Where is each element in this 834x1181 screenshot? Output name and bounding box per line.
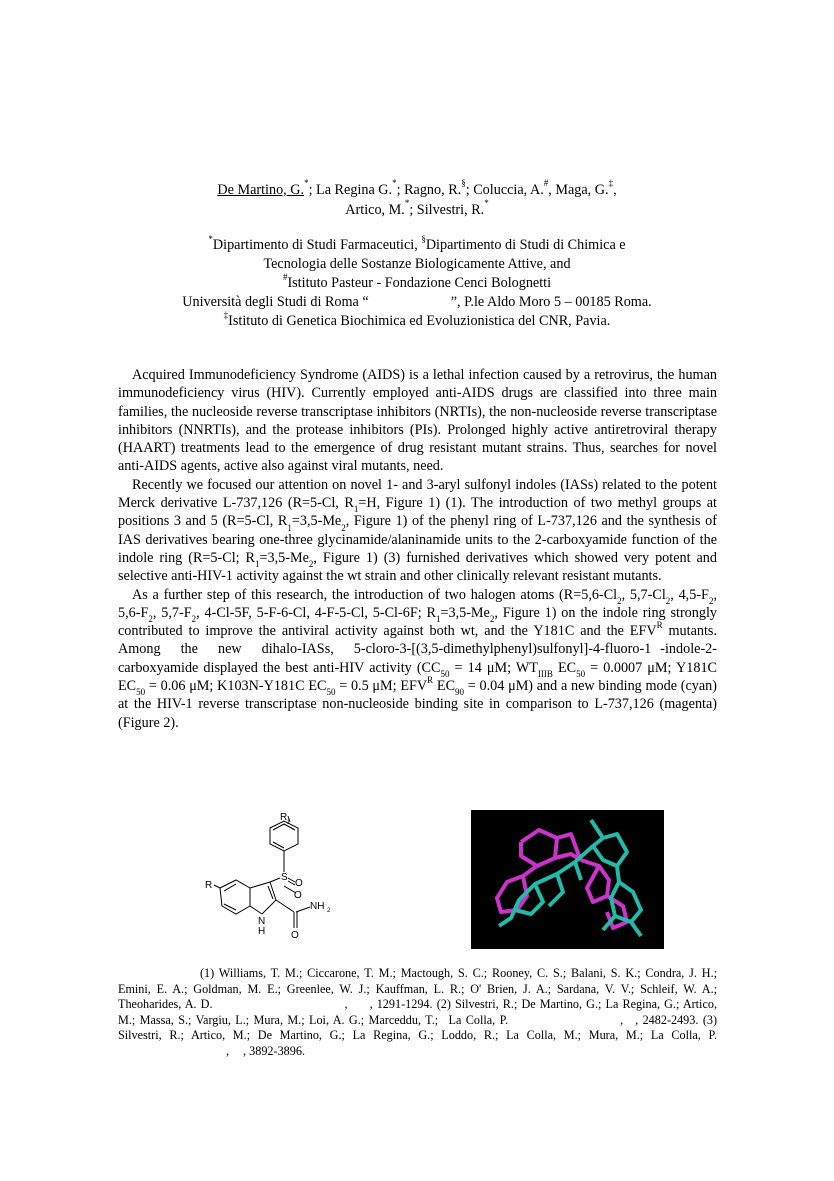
subscript: 1: [255, 559, 260, 570]
text-run: mutants. Among the new dihalo-IASs, 5-cloro-3-[(3,5-dimethylphenyl)sulfonyl]-4-fluoro-1: [118, 623, 717, 658]
affil-text: Istituto di Genetica Biochimica ed Evoluzionistica del CNR, Pavia.: [228, 313, 611, 329]
subscript: 2: [665, 595, 671, 606]
affil-mark: §: [421, 234, 426, 244]
affil-mark: *: [208, 234, 213, 244]
text-run: , 4-Cl-5F, 5-F-6-Cl, 4-F-5-Cl, 5-Cl-6F; R: [196, 604, 436, 621]
references: [118, 966, 717, 1060]
author-mark: *: [404, 198, 410, 208]
affil-text: Dipartimento di Studi Farmaceutici,: [212, 237, 422, 253]
author-mark: ‡: [608, 178, 614, 188]
reference-2-sep: ,: [620, 1012, 624, 1027]
reference-2: (2) Silvestri, R.; De Martino, G.; La Regina, G.; Artico, M.; Massa, S.; Vargiu, L.; Mura, M.; Loi, A. G.; Marceddu, T.;: [118, 997, 717, 1027]
author: ; Silvestri, R.: [409, 202, 485, 218]
paragraph-3: [118, 586, 717, 732]
text-run: , 5,6-F: [118, 586, 717, 621]
reference-1: (1) Williams, T. M.; Ciccarone, T. M.; Mactough, S. C.; Rooney, C. S.; Balani, S. K.; Condra, J. H.; Emini, E. A.; Goldman, M. E.; Greenlee, W. J.; Kauffman, L. R.; O' Brien, J. A.; Sardana, V. V.; Schleif, W. A.; Theoharides, A. D.: [118, 966, 717, 1012]
affil-text: ”, P.le Aldo Moro 5 – 00185 Roma.: [450, 294, 652, 310]
author-line-2: [0, 200, 834, 220]
text-run: , 4,5-F: [670, 586, 709, 603]
subscript: 2: [489, 614, 495, 625]
reference-1-pages: , 1291-1294.: [369, 997, 433, 1012]
reference-3-sep: ,: [226, 1043, 230, 1058]
affiliations: [0, 236, 834, 331]
affiliation-line-2: Tecnologia delle Sostanze Biologicamente Attive, and: [263, 256, 571, 272]
text-run: -indole-2-carboxyamide displayed the best anti-HIV activity (CC: [118, 641, 717, 676]
author-mark: §: [461, 178, 466, 188]
superscript: R: [427, 675, 434, 686]
r1-subscript: 1: [287, 820, 291, 826]
molecular-overlay-figure: [471, 810, 664, 949]
affiliation-line-4: [0, 293, 834, 312]
reference-1-sep: ,: [344, 997, 348, 1012]
text-run: EC: [552, 659, 577, 676]
text-run: EC: [433, 678, 456, 695]
text-run: , 5,7-Cl: [621, 586, 666, 603]
subscript: 50: [440, 669, 450, 680]
paragraph-1: Acquired Immunodeficiency Syndrome (AIDS) is a lethal infection caused by a retrovirus, the human immunodeficiency virus (HIV). Currently employed anti-AIDS drugs are classified into three main families, the nucleoside reverse transcriptase inhibitors (NRTIs), the non-nucleoside reverse transcriptase inhibitors (NNRTIs), and the protease inhibitors (PIs). Prolonged highly active antiretroviral therapy (HAART) treatments lead to the emergence of drug resistant mutant strains. Thus, searches for novel anti-AIDS agents, active also against viral mutants, need.: [118, 367, 717, 475]
author-mark: *: [484, 198, 489, 208]
text-run: , 5,7-F: [152, 604, 192, 621]
text-run: As a further step of this research, the introduction of two halogen atoms (R=5,6-Cl: [132, 586, 618, 603]
lead-author: De Martino, G.: [217, 182, 305, 198]
oxygen-label: O: [295, 878, 303, 889]
affiliation-line-5: [0, 312, 834, 331]
subscript: 50: [576, 669, 586, 680]
hydrogen-label: H: [258, 926, 266, 937]
reference-3: (3) Silvestri, R.; Artico, M.; De Martino, G.; La Regina, G.; Loddo, R.; La Colla, M.; Mura, M.; La Colla, P.: [118, 1012, 718, 1043]
abstract-body: [118, 366, 717, 732]
amine-subscript: 2: [327, 908, 331, 914]
text-run: = 0.0007 μM; Y181C EC: [118, 659, 717, 695]
text-run: =3,5-Me: [259, 549, 309, 566]
author: ; La Regina G.: [308, 182, 393, 198]
subscript: 1: [435, 614, 441, 625]
text-run: , Figure 1) (3) furnished derivatives which showed very potent and selective anti-HIV-1 activity against the wt strain and other clinically relevant resistant mutants.: [118, 549, 717, 585]
affil-mark: ‡: [223, 310, 229, 320]
subscript: 2: [708, 595, 714, 606]
subscript: 2: [191, 614, 197, 625]
subscript: 2: [148, 614, 153, 625]
text-run: , Figure 1) on the indole ring strongly contributed to improve the antiviral activity against both wt, and the Y181C and the EFV: [118, 604, 717, 640]
author-list: [0, 180, 834, 220]
reference-2-author: La Colla, P.: [448, 1012, 509, 1027]
subscript: 1: [353, 504, 359, 515]
affiliation-line-3: [0, 274, 834, 293]
reference-2-pages: 2482-2493.: [642, 1012, 699, 1027]
affil-text: Università degli Studi di Roma “: [182, 294, 369, 310]
author: Artico, M.: [345, 202, 405, 218]
subscript: 1: [287, 522, 292, 533]
superscript: R: [656, 620, 663, 631]
carbonyl-oxygen-label: O: [291, 930, 299, 941]
separator: ,: [613, 182, 617, 198]
subscript: IIIB: [537, 669, 553, 680]
text-run: = 0.5 μM; EFV: [335, 678, 428, 695]
subscript: 2: [617, 595, 622, 606]
subscript: 90: [455, 687, 465, 698]
affil-text: Istituto Pasteur - Fondazione Cenci Bolognetti: [287, 275, 552, 291]
subscript: 50: [326, 687, 336, 698]
subscript: 2: [341, 522, 346, 533]
oxygen-label: O: [294, 890, 302, 901]
author: ; Ragno, R.: [396, 182, 462, 198]
nitrogen-label: N: [258, 916, 266, 927]
reference-list: [118, 966, 717, 1060]
text-run: = 0.06 μM; K103N-Y181C EC: [145, 678, 327, 695]
text-run: =3,5-Me: [291, 513, 342, 530]
reference-3-pages: , 3892-3896.: [243, 1043, 305, 1058]
author-mark: #: [543, 178, 549, 188]
affil-mark: #: [282, 272, 288, 282]
text-run: = 14 μM; WT: [449, 659, 538, 676]
r-label: R: [205, 880, 213, 891]
text-run: Recently we focused our attention on novel 1- and 3-aryl sulfonyl indoles (IASs) related to the potent Merck derivative L-737,126 (R=5-Cl, R: [118, 476, 717, 512]
text-run: =H, Figure 1) (1). The introduction of two methyl groups at positions 3 and 5 (R=5-Cl, R: [118, 495, 718, 530]
reference-2-sep: ,: [635, 1012, 639, 1027]
author-line-1: [0, 180, 834, 200]
subscript: 50: [136, 687, 146, 698]
author-mark: *: [392, 178, 397, 188]
chemical-structure-figure: [200, 810, 350, 950]
paragraph-2: [118, 476, 717, 586]
text-run: =3,5-Me: [440, 604, 490, 621]
amine-label: NH: [310, 901, 325, 912]
author: , Maga, G.: [548, 182, 609, 198]
author-mark: *: [304, 178, 309, 188]
subscript: 2: [308, 559, 314, 570]
sulfur-label: S: [281, 872, 288, 883]
r1-label: R: [280, 812, 288, 823]
affil-text: Dipartimento di Studi di Chimica e: [425, 237, 626, 253]
author: ; Coluccia, A.: [465, 182, 544, 198]
affiliation-line-1: [0, 236, 834, 255]
text-run: , Figure 1) of the phenyl ring of L-737,126 and the synthesis of IAS derivatives bearing one-three glycinamide/alaninamide units to the 2-carboxyamide function of the indole ring (R=5-Cl; R: [118, 513, 717, 566]
text-run: = 0.04 μM) and a new binding mode (cyan) at the HIV-1 reverse transcriptase non-nucleoside binding site in comparison to L-737,126 (magenta) (Figure 2).: [118, 678, 718, 731]
